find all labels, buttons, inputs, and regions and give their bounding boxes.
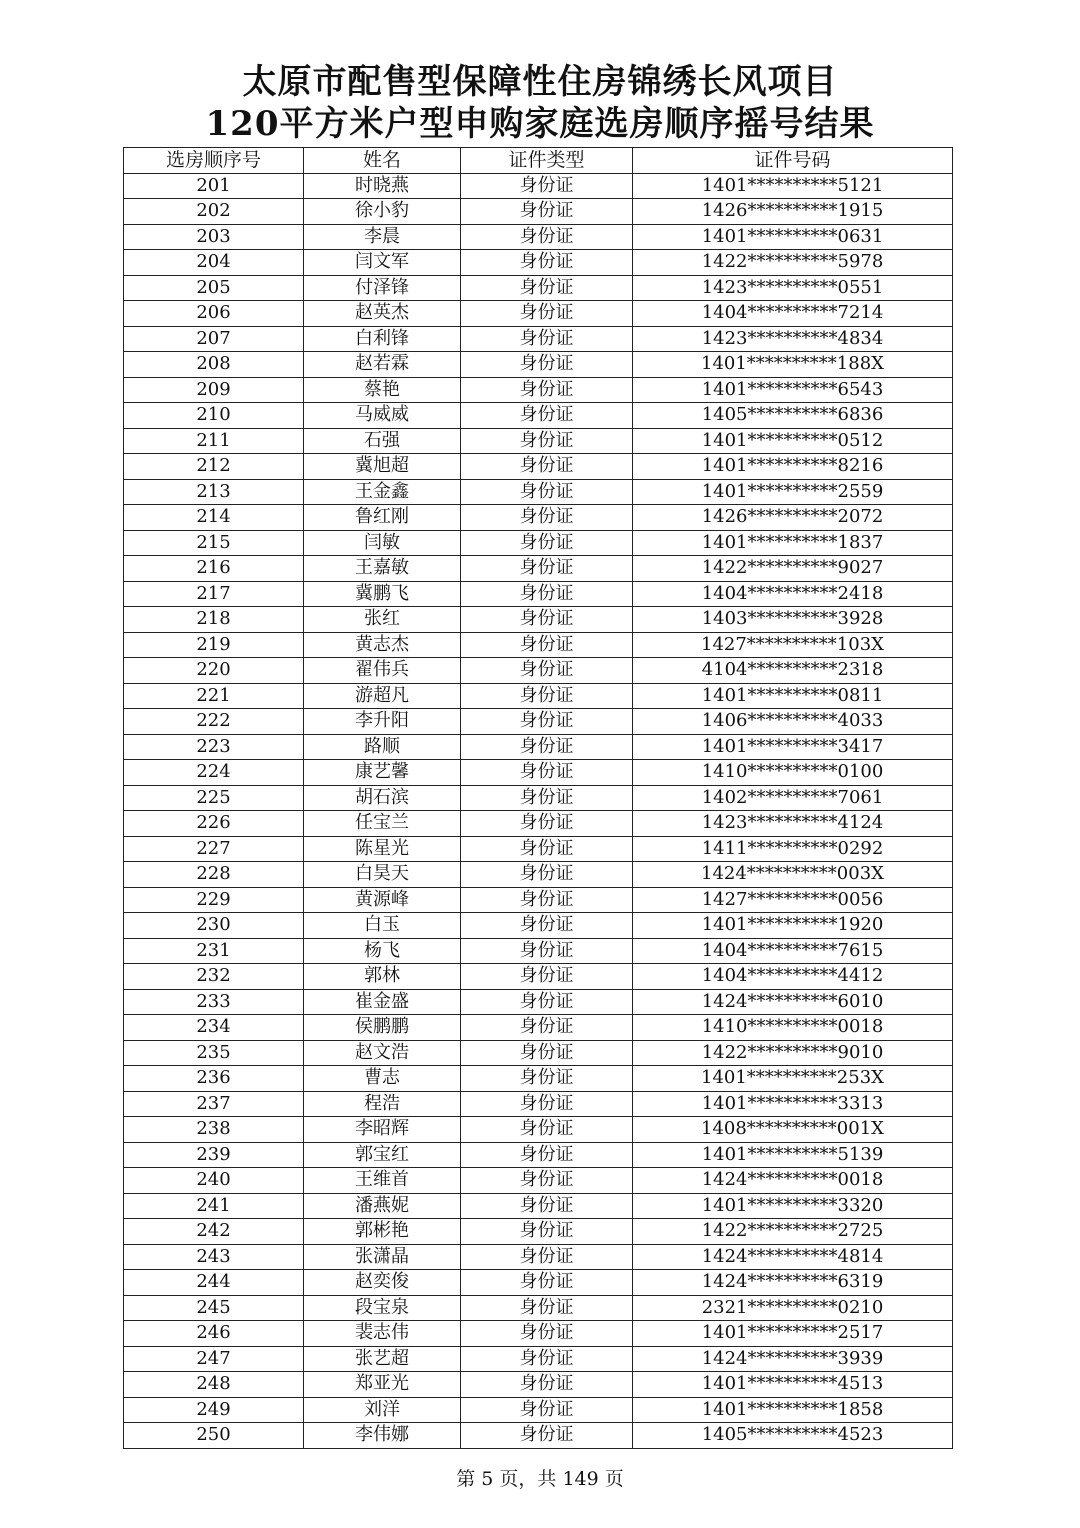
name-cell: 白昊天 [304,862,461,888]
header-name: 姓名 [304,148,461,174]
order-number-cell: 206 [124,301,304,327]
order-number-cell: 229 [124,887,304,913]
table-row [124,173,953,199]
table-row [124,352,953,378]
id-number-cell: 1401**********2517 [633,1321,953,1347]
name-cell: 胡石滨 [304,785,461,811]
table-row [124,377,953,403]
id-number-cell: 1405**********4523 [633,1423,953,1449]
order-number-cell: 245 [124,1295,304,1321]
name-cell: 崔金盛 [304,989,461,1015]
id-type-cell: 身份证 [461,1142,633,1168]
order-number-cell: 249 [124,1397,304,1423]
id-type-cell: 身份证 [461,1066,633,1092]
order-number-cell: 237 [124,1091,304,1117]
id-type-cell: 身份证 [461,683,633,709]
id-type-cell: 身份证 [461,760,633,786]
name-cell: 潘燕妮 [304,1193,461,1219]
id-number-cell: 1424**********6319 [633,1270,953,1296]
id-number-cell: 4104**********2318 [633,658,953,684]
id-number-cell: 1422**********5978 [633,250,953,276]
name-cell: 黄志杰 [304,632,461,658]
id-type-cell: 身份证 [461,479,633,505]
id-type-cell: 身份证 [461,989,633,1015]
table-row [124,734,953,760]
table-row [124,224,953,250]
order-number-cell: 220 [124,658,304,684]
id-number-cell: 2321**********0210 [633,1295,953,1321]
table-row [124,811,953,837]
order-number-cell: 230 [124,913,304,939]
order-number-cell: 223 [124,734,304,760]
order-number-cell: 244 [124,1270,304,1296]
order-number-cell: 240 [124,1168,304,1194]
table-row [124,403,953,429]
id-number-cell: 1410**********0018 [633,1015,953,1041]
table-row [124,1270,953,1296]
id-number-cell: 1401**********1858 [633,1397,953,1423]
id-type-cell: 身份证 [461,964,633,990]
name-cell: 程浩 [304,1091,461,1117]
id-type-cell: 身份证 [461,836,633,862]
table-row [124,913,953,939]
name-cell: 王金鑫 [304,479,461,505]
id-number-cell: 1401**********5121 [633,173,953,199]
name-cell: 任宝兰 [304,811,461,837]
table-row [124,760,953,786]
lottery-results-table [123,147,953,1449]
order-number-cell: 250 [124,1423,304,1449]
order-number-cell: 232 [124,964,304,990]
id-number-cell: 1408**********001X [633,1117,953,1143]
table-row [124,1117,953,1143]
id-number-cell: 1403**********3928 [633,607,953,633]
id-type-cell: 身份证 [461,734,633,760]
table-row [124,454,953,480]
id-type-cell: 身份证 [461,530,633,556]
order-number-cell: 209 [124,377,304,403]
order-number-cell: 233 [124,989,304,1015]
id-type-cell: 身份证 [461,224,633,250]
order-number-cell: 243 [124,1244,304,1270]
id-type-cell: 身份证 [461,403,633,429]
id-number-cell: 1401**********3313 [633,1091,953,1117]
table-row [124,1346,953,1372]
order-number-cell: 211 [124,428,304,454]
id-number-cell: 1401**********253X [633,1066,953,1092]
id-type-cell: 身份证 [461,811,633,837]
id-number-cell: 1401**********8216 [633,454,953,480]
id-number-cell: 1405**********6836 [633,403,953,429]
name-cell: 徐小豹 [304,199,461,225]
table-row [124,836,953,862]
id-number-cell: 1401**********0512 [633,428,953,454]
id-number-cell: 1426**********2072 [633,505,953,531]
id-number-cell: 1422**********9027 [633,556,953,582]
id-number-cell: 1402**********7061 [633,785,953,811]
id-type-cell: 身份证 [461,301,633,327]
name-cell: 马威威 [304,403,461,429]
id-type-cell: 身份证 [461,862,633,888]
id-type-cell: 身份证 [461,173,633,199]
id-number-cell: 1426**********1915 [633,199,953,225]
id-type-cell: 身份证 [461,199,633,225]
id-number-cell: 1401**********6543 [633,377,953,403]
id-type-cell: 身份证 [461,1015,633,1041]
table-row [124,250,953,276]
order-number-cell: 242 [124,1219,304,1245]
order-number-cell: 222 [124,709,304,735]
order-number-cell: 213 [124,479,304,505]
id-number-cell: 1404**********2418 [633,581,953,607]
id-number-cell: 1423**********4124 [633,811,953,837]
id-type-cell: 身份证 [461,1091,633,1117]
name-cell: 赵英杰 [304,301,461,327]
id-number-cell: 1401**********3417 [633,734,953,760]
id-type-cell: 身份证 [461,709,633,735]
order-number-cell: 241 [124,1193,304,1219]
id-number-cell: 1427**********0056 [633,887,953,913]
id-type-cell: 身份证 [461,556,633,582]
id-type-cell: 身份证 [461,1372,633,1398]
id-number-cell: 1424**********4814 [633,1244,953,1270]
id-type-cell: 身份证 [461,1040,633,1066]
id-type-cell: 身份证 [461,785,633,811]
id-type-cell: 身份证 [461,1117,633,1143]
id-number-cell: 1404**********7615 [633,938,953,964]
id-type-cell: 身份证 [461,1423,633,1449]
id-number-cell: 1401**********5139 [633,1142,953,1168]
id-number-cell: 1401**********2559 [633,479,953,505]
table-row [124,1066,953,1092]
order-number-cell: 238 [124,1117,304,1143]
table-row [124,1397,953,1423]
order-number-cell: 215 [124,530,304,556]
table-row [124,428,953,454]
table-row [124,1244,953,1270]
order-number-cell: 246 [124,1321,304,1347]
order-number-cell: 216 [124,556,304,582]
order-number-cell: 247 [124,1346,304,1372]
order-number-cell: 203 [124,224,304,250]
id-type-cell: 身份证 [461,326,633,352]
table-row [124,964,953,990]
name-cell: 郭林 [304,964,461,990]
order-number-cell: 224 [124,760,304,786]
name-cell: 李昭辉 [304,1117,461,1143]
order-number-cell: 205 [124,275,304,301]
name-cell: 鲁红刚 [304,505,461,531]
name-cell: 王嘉敏 [304,556,461,582]
name-cell: 张红 [304,607,461,633]
table-row [124,658,953,684]
table-row [124,556,953,582]
table-row [124,862,953,888]
id-type-cell: 身份证 [461,1346,633,1372]
name-cell: 裴志伟 [304,1321,461,1347]
table-row [124,785,953,811]
id-number-cell: 1401**********0631 [633,224,953,250]
id-number-cell: 1410**********0100 [633,760,953,786]
id-type-cell: 身份证 [461,1219,633,1245]
name-cell: 郭宝红 [304,1142,461,1168]
id-number-cell: 1423**********4834 [633,326,953,352]
name-cell: 侯鹏鹏 [304,1015,461,1041]
id-type-cell: 身份证 [461,938,633,964]
id-type-cell: 身份证 [461,377,633,403]
id-number-cell: 1404**********4412 [633,964,953,990]
name-cell: 杨飞 [304,938,461,964]
name-cell: 赵奕俊 [304,1270,461,1296]
header-id-number: 证件号码 [633,148,953,174]
id-number-cell: 1401**********0811 [633,683,953,709]
order-number-cell: 201 [124,173,304,199]
table-row [124,1423,953,1449]
order-number-cell: 202 [124,199,304,225]
id-number-cell: 1411**********0292 [633,836,953,862]
name-cell: 郭彬艳 [304,1219,461,1245]
order-number-cell: 214 [124,505,304,531]
order-number-cell: 239 [124,1142,304,1168]
table-row [124,1321,953,1347]
id-type-cell: 身份证 [461,505,633,531]
name-cell: 付泽锋 [304,275,461,301]
id-type-cell: 身份证 [461,632,633,658]
table-row [124,301,953,327]
order-number-cell: 234 [124,1015,304,1041]
id-number-cell: 1423**********0551 [633,275,953,301]
id-number-cell: 1401**********4513 [633,1372,953,1398]
name-cell: 时晓燕 [304,173,461,199]
id-number-cell: 1422**********2725 [633,1219,953,1245]
order-number-cell: 227 [124,836,304,862]
table-row [124,1015,953,1041]
table-row [124,632,953,658]
id-number-cell: 1427**********103X [633,632,953,658]
document-title-line-1: 太原市配售型保障性住房锦绣长风项目 [242,62,838,102]
order-number-cell: 225 [124,785,304,811]
table-row [124,607,953,633]
id-type-cell: 身份证 [461,352,633,378]
name-cell: 赵文浩 [304,1040,461,1066]
name-cell: 石强 [304,428,461,454]
table-row [124,1091,953,1117]
order-number-cell: 210 [124,403,304,429]
name-cell: 白玉 [304,913,461,939]
name-cell: 段宝泉 [304,1295,461,1321]
id-type-cell: 身份证 [461,428,633,454]
table-row [124,275,953,301]
table-row [124,887,953,913]
name-cell: 冀旭超 [304,454,461,480]
name-cell: 闫敏 [304,530,461,556]
id-number-cell: 1406**********4033 [633,709,953,735]
name-cell: 王维首 [304,1168,461,1194]
name-cell: 李升阳 [304,709,461,735]
table-row [124,1295,953,1321]
table-row [124,989,953,1015]
id-type-cell: 身份证 [461,275,633,301]
id-type-cell: 身份证 [461,1397,633,1423]
table-row [124,326,953,352]
name-cell: 蔡艳 [304,377,461,403]
id-number-cell: 1422**********9010 [633,1040,953,1066]
table-header-row [124,148,953,174]
table-row [124,709,953,735]
name-cell: 刘洋 [304,1397,461,1423]
table-row [124,530,953,556]
order-number-cell: 218 [124,607,304,633]
id-type-cell: 身份证 [461,887,633,913]
name-cell: 郑亚光 [304,1372,461,1398]
id-type-cell: 身份证 [461,1270,633,1296]
name-cell: 李晨 [304,224,461,250]
order-number-cell: 207 [124,326,304,352]
page-footer: 第 5 页，共 149 页 [456,1468,624,1490]
id-number-cell: 1404**********7214 [633,301,953,327]
header-order-number: 选房顺序号 [124,148,304,174]
order-number-cell: 219 [124,632,304,658]
id-type-cell: 身份证 [461,607,633,633]
order-number-cell: 221 [124,683,304,709]
header-id-type: 证件类型 [461,148,633,174]
table-row [124,479,953,505]
table-row [124,683,953,709]
table-row [124,1219,953,1245]
order-number-cell: 248 [124,1372,304,1398]
name-cell: 路顺 [304,734,461,760]
order-number-cell: 235 [124,1040,304,1066]
name-cell: 黄源峰 [304,887,461,913]
name-cell: 康艺馨 [304,760,461,786]
id-number-cell: 1424**********6010 [633,989,953,1015]
order-number-cell: 208 [124,352,304,378]
order-number-cell: 231 [124,938,304,964]
name-cell: 冀鹏飞 [304,581,461,607]
name-cell: 张艺超 [304,1346,461,1372]
name-cell: 翟伟兵 [304,658,461,684]
id-type-cell: 身份证 [461,1295,633,1321]
name-cell: 白利锋 [304,326,461,352]
table-row [124,1168,953,1194]
id-type-cell: 身份证 [461,1193,633,1219]
id-number-cell: 1424**********3939 [633,1346,953,1372]
id-type-cell: 身份证 [461,454,633,480]
id-type-cell: 身份证 [461,913,633,939]
table-row [124,1193,953,1219]
id-type-cell: 身份证 [461,1168,633,1194]
order-number-cell: 236 [124,1066,304,1092]
id-number-cell: 1401**********188X [633,352,953,378]
table-row [124,581,953,607]
name-cell: 闫文军 [304,250,461,276]
table-body [124,173,953,1448]
id-number-cell: 1424**********0018 [633,1168,953,1194]
id-number-cell: 1401**********1920 [633,913,953,939]
name-cell: 李伟娜 [304,1423,461,1449]
table-row [124,1040,953,1066]
id-type-cell: 身份证 [461,658,633,684]
table-row [124,1142,953,1168]
name-cell: 张潇晶 [304,1244,461,1270]
document-title-line-2: 120平方米户型申购家庭选房顺序摇号结果 [205,104,875,144]
order-number-cell: 212 [124,454,304,480]
id-type-cell: 身份证 [461,250,633,276]
id-number-cell: 1401**********3320 [633,1193,953,1219]
id-number-cell: 1424**********003X [633,862,953,888]
id-number-cell: 1401**********1837 [633,530,953,556]
id-type-cell: 身份证 [461,1321,633,1347]
order-number-cell: 204 [124,250,304,276]
order-number-cell: 226 [124,811,304,837]
table-row [124,505,953,531]
name-cell: 曹志 [304,1066,461,1092]
table-row [124,199,953,225]
name-cell: 赵若霖 [304,352,461,378]
order-number-cell: 217 [124,581,304,607]
table-row [124,938,953,964]
id-type-cell: 身份证 [461,1244,633,1270]
name-cell: 游超凡 [304,683,461,709]
id-type-cell: 身份证 [461,581,633,607]
order-number-cell: 228 [124,862,304,888]
table-row [124,1372,953,1398]
name-cell: 陈星光 [304,836,461,862]
